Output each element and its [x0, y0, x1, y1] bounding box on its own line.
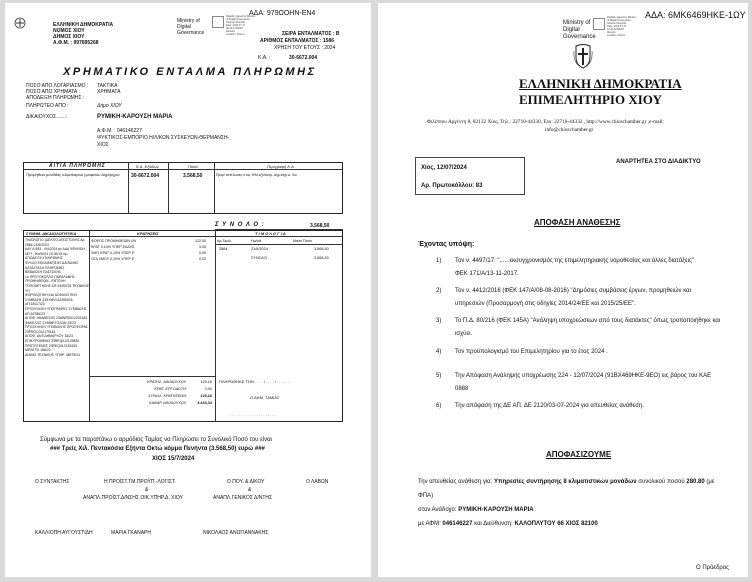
contractor-afm: 046146227 [442, 521, 473, 527]
document-entry: ΩΓΠ - 5/4/2024 10:36:15 πμ [25, 251, 68, 256]
deduction-label: ΦΟΡΟΣ ΠΡΟΜΗΘΕΙΩΝ 4% [91, 239, 137, 243]
ka-header: Κ.Α. Εξόδων [136, 164, 159, 169]
document-entry: ΚΑΤΑΣΤΑΣΗ ΠΛΗΡΩΜΗΣ [25, 265, 65, 270]
greek-emblem-icon [14, 16, 26, 34]
cause-header: ΑΙΤΙΑ ΠΛΗΡΩΜΗΣ [49, 163, 106, 169]
fiscal-year: ΧΡΗΣΗ ΤΟΥ ΕΤΟΥΣ : 2024 [274, 45, 336, 51]
decision-line-3 [418, 507, 534, 514]
payable-from-value: Δήμο ΧΙΟΥ [97, 103, 122, 109]
ministry-line: Ministry of [563, 20, 591, 26]
sig-line: 09:43:17 EEST [226, 27, 243, 30]
field-label: ΠΟΣΟ ΑΠΟ ΛΟΓΑΡΙΑΣΜΟ : [26, 83, 89, 89]
total-line-label: ΚΑΘΑΡ. ΔΙΚΑΙΟΥΧΟΥ: [148, 401, 187, 405]
deduction-label: ΚΡΑΤ 0,10% ΥΠΕΡ ΕΑΔΗΣ [91, 245, 135, 249]
sig-line: Reason: [607, 31, 617, 34]
invoice-no: 2864 [219, 247, 228, 251]
org-name-line1: ΕΛΛΗΝΙΚΗ ΔΗΜΟΚΡΑΤΙΑ [519, 76, 682, 91]
amount-in-words: ### Τρείς Χιλ. Πεντακόσια Εξήντα Οκτώ κόμμα Πενήντα (3.568,50) ευρώ ### [50, 446, 265, 452]
field-value: ΧΡΗΜΑΤΑ [97, 89, 121, 95]
award-amount: 280.80 [686, 479, 705, 485]
sig-line: Date: 2024.07.17 [607, 25, 627, 28]
divider [214, 162, 215, 214]
consideration-number: 5) [436, 373, 442, 379]
total-line-value: 125,16 [200, 380, 212, 384]
issuer-line: ΝΟΜΟΣ ΧΙΟΥ [53, 28, 85, 34]
text-span: (με [704, 479, 715, 485]
sig-line: Location: Athens [607, 34, 626, 37]
certification-text: Σύμφωνα με τα παραπάνω ο αρμόδιος Ταμίας να Πληρώσει το Συνολικό Ποσό του είναι [40, 437, 272, 443]
issuer-line: ΔΗΜΟΣ ΧΙΟΥ [53, 34, 85, 40]
treasurer-label: Ο ΔΗΜ. ΤΑΜΙΑΣ [250, 395, 280, 400]
consideration-number: 3) [436, 318, 442, 324]
text-span: συνολικού ποσού [636, 479, 687, 485]
document-entry: ΠΡΟΣΚΛΗΣΗ ΥΠΟΒΟΛΗΣ ΠΡΟΣΦΟΡΑΣ [25, 325, 88, 330]
beneficiary-afm: Α.Φ.Μ. : 046146227 [97, 128, 142, 134]
docs-header: ΣΥΝΗΜ. ΔΙΚΑΙΟΛΟΓΗΤΙΚΑ [26, 231, 77, 236]
document-entry: ΜΕΛΕΤΗ 18Α/22 [25, 348, 51, 353]
cause-text: Προμήθεια μονάδας κλιματισμού γραφείου Δημάρχου [26, 172, 120, 177]
document-entry: 1ο ΠΡΩΤΟΚΟΛΛΟ ΠΑΡΑΛΑΒΗΣ [25, 274, 75, 279]
text-span: Την απευθείας ανάθεση για: [418, 479, 494, 485]
signer-role: Ο ΣΥΝΤΑΚΤΗΣ [35, 479, 70, 485]
signer-role: Ο ΠΟΥ. & ΔΙΚΟΥ [227, 479, 265, 485]
consideration-text: 0888 [455, 386, 469, 392]
sig-line: Hellenic Republic [226, 21, 246, 24]
divider [89, 376, 215, 377]
deduction-value: 122,00 [195, 239, 206, 243]
deduction-value: 3,05 [199, 245, 206, 249]
issuer-line: Α.Φ.Μ. : 997895268 [53, 40, 99, 46]
deduction-value: 0,09 [199, 251, 206, 255]
deductions-labels [91, 238, 136, 262]
signer-name: ΜΑΡΙΑ ΓΚΑΝΑΡΗ [111, 530, 151, 536]
org-name-line2: ΕΠΙΜΕΛΗΤΗΡΙΟ ΧΙΟΥ [519, 92, 662, 107]
ka-value: 30-6672.004 [289, 55, 318, 61]
decision-line-1 [418, 479, 715, 486]
document-entry: 2864-21/6/2024 [25, 242, 49, 247]
consideration-number: 4) [436, 349, 442, 355]
document-entry: ΠΡΟΣΚΛΗΣΗ ΥΠΟΓΡΑΦΗΣ ΣΥΜΒΑΣΗΣ [25, 306, 87, 311]
cause-amount: 3.568,50 [183, 173, 203, 179]
consideration-text: Την Απόφαση Ανάληψης υποχρέωσης 224 - 12/07/2024 (91ΒΧ469ΗΚΕ-9ΕΟ) εις βάρος του ΚΑΕ [455, 373, 712, 379]
document-entry: ΕΠΙΚΥΡΩΜΕΝΟ 23REQ012129830 [25, 339, 80, 344]
org-address: Φιλίππου Αργέντη 8, 82132 Χίος, Τηλ.: 22710-44330, Fax: 22710-44332 , http://www.chioschamber.gr ,e-mail: [427, 119, 664, 125]
signer-name: ΝΙΚΟΛΑΟΣ ΑΝΩΓΙΑΝΝΑΚΗΣ [203, 530, 269, 536]
total-line-value: 0,00 [204, 387, 212, 391]
total-value: 3.568,50 [310, 223, 330, 229]
greek-emblem-icon [573, 43, 593, 74]
document-entry: ΦΑΚΕΛΟΣ ΣΥΜΜΕΤΟΧΩΝ 13/23 [25, 320, 76, 325]
deduction-label: ΧΜΟ ΚΡΑΤ 0,10% ΥΠΕΡ Ε [91, 251, 135, 255]
payable-from-label: ΠΛΗΡΩΤΕΟ ΑΠΟ : [26, 103, 69, 109]
decision-line-4 [418, 521, 598, 528]
consideration-text: ισχύει. [455, 331, 473, 337]
consideration-text: Τον ν. 4412/2016 (ΦΕΚ 147/Α/08-08-2016) "Δημόσιες συμβάσεις έργων, προμηθειών και [455, 288, 691, 294]
ka-label: Κ.Α. : [258, 55, 271, 61]
paid-on-label: ΠΛΗΡΩΘΗΚΕ ΤΗΝ . . . . / . . . . / . . . . . . . [219, 379, 292, 384]
payment-fields-values [97, 83, 120, 95]
text-span: στον Ανάδοχο: [418, 507, 459, 513]
protocol-number: Αρ. Πρωτοκόλλου: 83 [421, 183, 483, 189]
signer-role: Η ΠΡΟΪΣΤ.ΤΜ.ΠΡΟΫΠ.-ΛΟΓΙΣΤ. [104, 479, 176, 485]
consideration-text: Το Π.Δ. 80/216 (ΦΕΚ 145Α) "Ανάληψη υποχρεώσεων από τους διατάκτες" όπως τροποποιήθηκε και [455, 318, 721, 324]
sig-line: Reason: [226, 30, 236, 33]
ministry-line: Governance [177, 30, 205, 36]
invoice-date-header: Ημ/νία [251, 239, 262, 243]
divider [23, 169, 343, 170]
document-title: ΧΡΗΜΑΤΙΚΟ ΕΝΤΑΛΜΑ ΠΛΗΡΩΜΗΣ [63, 66, 317, 78]
invoice-gross-header: Μικτό Ποσό [293, 239, 312, 243]
we-decide-heading: ΑΠΟΦΑΣΙΖΟΥΜΕ [546, 450, 612, 459]
total-line-label: ΚΡΑΤΗΣ. ΔΙΚΑΙΟΥΧΟΥ: [147, 380, 187, 384]
ampersand: & [145, 487, 149, 493]
sig-line: of Digital Governance, [607, 19, 632, 22]
document-entry: ΠΡΟΜΗΘΕΙΩΝ - ΕΝΤΟΛΗ [25, 279, 66, 284]
divider [89, 230, 90, 422]
cause-ka: 30-6672.004 [131, 173, 160, 179]
divider [215, 244, 343, 245]
order-number: ΑΡΙΘΜΟΣ ΕΝΤΑΛΜΑΤΟΣ : 1586 [260, 38, 335, 44]
contractor-name: ΡΥΜΙΚΗ-ΚΑΡΟΥΣΗ ΜΑΡΙΑ [458, 507, 534, 513]
president-label: Ο Πρόεδρος [696, 565, 730, 571]
document-entry: ΑΠΟΦ. ΑΝΑΘΕΣΗΣ 23AWRD012232183 [25, 316, 88, 321]
issuer-block [53, 22, 113, 46]
document-entry: ΑΠ:18117/23 [25, 302, 45, 307]
sig-line: 10:42:52 EEST [607, 28, 624, 31]
sig-line: Digitally signed by Ministry [607, 16, 637, 19]
beneficiary-city: ΧΙΟΣ [97, 142, 109, 148]
total-line-value: 125,16 [200, 394, 212, 398]
document-entry: ΦΟΡΟΛΟΓΙΚΗ ΚΑΙ ΑΣΦΑΛΙΣΤΙΚΗ [25, 293, 77, 298]
ada-code: ΑΔΑ: 6ΜΚ6469ΗΚΕ-1ΩΥ [645, 10, 746, 20]
field-value: ΤΑΚΤΙΚΑ [97, 83, 118, 89]
ministry-line: Ministry of [177, 18, 200, 24]
text-span: με ΑΦΜ: [418, 521, 443, 527]
consideration-number: 1) [436, 258, 442, 264]
signature-seal-icon [212, 16, 224, 28]
ministry-line: Governance [563, 34, 596, 40]
invoice-total-label: ΣΥΝΟΛΟ [251, 256, 267, 260]
deductions-header: ΚΡΑΤΗΣΕΙΣ [137, 231, 159, 236]
signature-seal-icon [593, 18, 605, 30]
signer-role: ΑΝΑΠΛ.ΓΕΝΙΚΟΣ Δ/ΝΤΗΣ [213, 495, 273, 501]
digital-signature-info [607, 16, 636, 37]
invoice-date: 21/6/2024 [251, 247, 268, 251]
document-entry: ΦΥΛΛΟ ΕΚΚΑΘΑΡΙΣΗΣ ΔΑΠΑΝΗΣ [25, 260, 79, 265]
consideration-number: 2) [436, 288, 442, 294]
treasurer-signature-line: . . . . . . . . . . . . . . . . . . . . . [230, 412, 276, 417]
payment-order-document [5, 3, 371, 577]
amount-header: Ποσό [188, 164, 198, 169]
document-entry: ΑΑΥ Α.953 - 4/4/2024 με ΑΔΑ ΨΕΚΘΩΗ- [25, 247, 87, 252]
invoice-no-header: Αρ.Τιμολ. [217, 239, 233, 243]
beneficiary-name: ΡΥΜΙΚΗ-ΚΑΡΟΥΣΗ ΜΑΡΙΑ [97, 114, 173, 120]
beneficiary-activity: ΨΥΚΤΙΚΟΣ-ΕΜΠΟΡΙΟ Η/Λ/ΚΩΝ ΣΥΣΚΕΥΩΝ-ΘΕΡΜΑΝΣΗ- [97, 135, 230, 141]
document-entry: ΒΕΒΑΙΩΣΗ ΠΑΣΤΩΣΗΣ [25, 270, 62, 275]
total-line-label: ΚΡΑΤ. ΕΡΓΟΔΟΤΗ: [154, 387, 187, 391]
document-entry: ΑΠΟΦ. ΑΝΤΙΔΗΜΑΡΧΟΥ 34/23 [25, 334, 73, 339]
documents-list [25, 238, 89, 357]
ka-description-header: Περιγραφή Κ.Α. [267, 164, 295, 169]
digital-signature-info [226, 15, 255, 36]
totals-labels [117, 379, 187, 407]
invoice-total-value: 3.568,50 [314, 256, 329, 260]
signer-role: ΑΝΑΠΛ.ΠΡΟΪΣΤ.Δ/ΝΣΗΣ ΟΙΚ.ΥΠΗΡ.Δ. ΧΙΟΥ [83, 495, 183, 501]
consideration-text: ΦΕΚ 171/Α/13-11-2017. [455, 271, 519, 277]
divider [128, 162, 129, 214]
deductions-values [195, 238, 206, 262]
decision-heading: ΑΠΟΦΑΣΗ ΑΝΑΘΕΣΗΣ [534, 218, 621, 227]
document-entry: ΑΠΟΔΕΙΞΗ ΠΛΗΡΩΜΗΣ [25, 256, 63, 261]
ampersand: & [248, 487, 252, 493]
considering-label: Έχοντας υπόψη: [418, 241, 475, 248]
ministry-line: Digital [177, 24, 191, 30]
document-entry: ΠΡΩΤΟΓΕΝΕΣ 23REQ012133433 [25, 343, 77, 348]
org-email: info@chioschamber.gr [545, 127, 594, 133]
sig-line: Date: 2024.07.17 [226, 24, 246, 27]
divider [215, 230, 216, 422]
total-line-label: ΣΥΝΟΛ. ΚΡΑΤΗΣΕΩΝ: [148, 394, 187, 398]
beneficiary-label: ΔΙΚΑΙΟΥΧΟΣ.......: [26, 114, 68, 120]
field-label: ΑΠΟΔΕΙΞΗ ΠΛΗΡΩΜΗΣ : [26, 95, 85, 101]
document-entry: ΔΙΑΒΙΟ ΤΕΧΝΙΚΗΣ ΥΠΗΡ. 48975/24 [25, 352, 80, 357]
decision-line-2: ΦΠΑ) [418, 493, 434, 499]
ada-code: ΑΔΑ: 979ΩΟΗΝ-ΕΝ4 [249, 10, 316, 17]
consideration-text: υπηρεσιών (Προσαρμογή στις οδηγίες 2014/24/ΕΕ και 2015/25/ΕΕ". [455, 301, 636, 307]
sig-line: Hellenic Republic [607, 22, 627, 25]
total-line-value: 3.443,34 [197, 401, 212, 405]
place-and-date: ΧΙΟΣ 15/7/2024 [152, 456, 195, 462]
totals-values [190, 379, 212, 407]
total-label: Σ Υ Ν Ο Λ Ο : [215, 222, 265, 228]
divider [23, 236, 343, 237]
document-entry: ΑΠ:18786/23 [25, 311, 45, 316]
consideration-text: Τον ν. 4497/17: "......εκσυγχρονισμός της επιμελητηριακής νομοθεσίας και άλλες διατάξεις" [455, 258, 694, 264]
document-entry: 23PROC012179161 [25, 329, 56, 334]
ministry-label [563, 20, 596, 41]
cause-description: Προμ/ επιπλώσεις κ τας Η/Μ-εξοπλισμ. Δημ κτηρ Δ. Χίο [216, 173, 297, 177]
invoices-header: Τ Ι Μ Ο Λ Ο Γ Ι Α [255, 231, 286, 236]
invoice-gross: 3.568,50 [314, 247, 329, 251]
sig-line: Location: Athens [226, 33, 245, 36]
signer-name: ΚΑΛΛΙΟΠΗ ΑΥΓΟΥΣΤΙΔΗ [35, 530, 93, 536]
field-label: ΠΟΣΟ ΑΠΟ ΧΡΗΜΑΤΑ : [26, 89, 80, 95]
ministry-line: Digital [563, 27, 580, 33]
consideration-text: Τον προϋπολογισμό του Επιμελητηρίου για το έτος 2024 . [455, 349, 608, 355]
document-entry: ΥΠ. [25, 288, 31, 293]
contractor-address: ΚΑΛΟΠΛΥΤΟΥ 66 ΧΙΟΣ 82100 [514, 521, 598, 527]
sig-line: Digitally signed by Ministry [226, 15, 256, 18]
text-span: και Διεύθυνση: [472, 521, 515, 527]
issuer-line: ΕΛΛΗΝΙΚΗ ΔΗΜΟΚΡΑΤΙΑ [53, 22, 114, 28]
deduction-value: 0,02 [199, 257, 206, 261]
posted-online-label: ΑΝΑΡΤΗΤΕΑ ΣΤΟ ΔΙΑΔΙΚΤΥΟ [616, 159, 701, 165]
signer-role: Ο ΛΑΒΩΝ [306, 479, 329, 485]
decision-date: Χίος, 12/07/2024 [421, 165, 467, 171]
document-entry: ΤΟΠΟΘΕΤΗΣΗΣ ΑΠ:33092/24 ΤΕΧΝΙΚΗΣ [25, 283, 90, 288]
document-entry: ΣΥΜΒΑΣΗ 23SYMV012265024, [25, 297, 74, 302]
deduction-label: ΟΓΑ ΧΜΟΥ 0,10% ΥΠΕΡ Ε [91, 257, 135, 261]
payment-fields-labels [26, 83, 88, 101]
order-series: ΣΕΙΡΑ ΕΝΤΑΛΜΑΤΟΣ : Β [282, 31, 340, 37]
consideration-number: 6) [436, 403, 442, 409]
award-decision-document [378, 3, 748, 577]
ministry-label [177, 18, 204, 36]
document-entry: ΤΙΜΟΛΟΓΙΟ (ΔΕΛΤΙΟ ΑΠΟΣΤΟΛΗΣ Αρ. [25, 238, 86, 242]
service-description: Υπηρεσίες συντήρησης 8 κλιματιστικών μονάδων [493, 479, 637, 485]
divider [168, 162, 169, 214]
consideration-text: Την απόφαση της ΔΕ ΑΠ. ΔΕ 2120/03-07-2024 για απευθείας ανάθεση. [455, 403, 644, 409]
sig-line: of Digital Governance, [226, 18, 251, 21]
